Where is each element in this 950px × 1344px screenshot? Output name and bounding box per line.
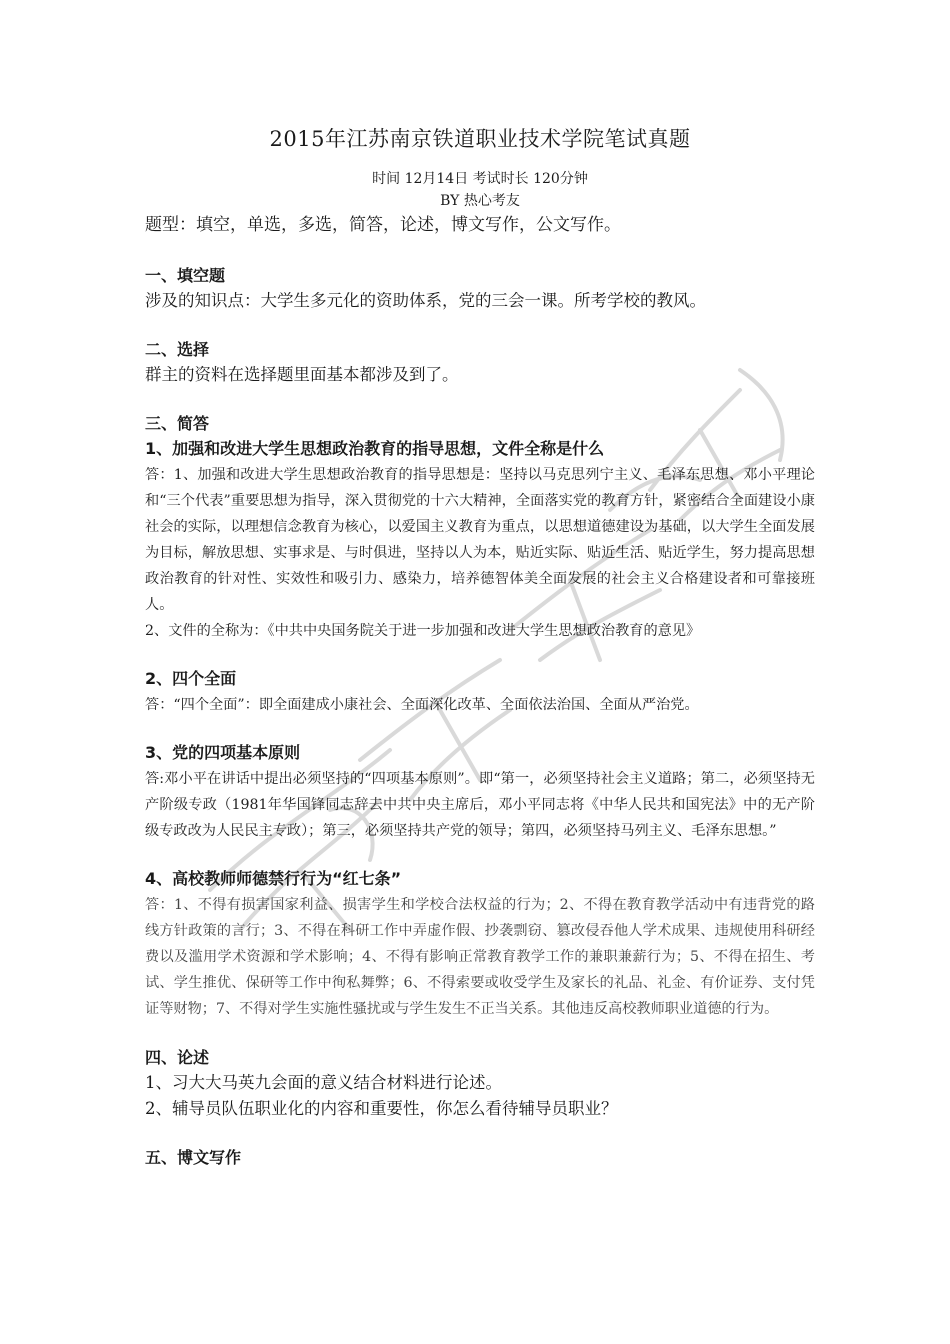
answer-2: 答：“四个全面”：即全面建成小康社会、全面深化改革、全面依法治国、全面从严治党。 [145,697,699,713]
section-text-fill-blank: 涉及的知识点：大学生多元化的资助体系，党的三会一课。所考学校的教风。 [145,291,706,310]
essay-item-1: 1、习大大马英九会面的意义结合材料进行论述。 [145,1073,502,1092]
exam-time-line: 时间 12月14日 考试时长 120分钟 [372,171,588,187]
page-title: 2015年江苏南京铁道职业技术学院笔试真题 [269,127,691,151]
essay-item-2: 2、辅导员队伍职业化的内容和重要性，你怎么看待辅导员职业？ [145,1099,618,1118]
question-heading-3: 3、党的四项基本原则 [145,743,301,762]
section-heading-essay: 四、论述 [145,1048,210,1067]
answer-3: 答:邓小平在讲话中提出必须坚持的“四项基本原则”。即“第一，必须坚持社会主义道路；第二，必须坚持无产阶级专政（1981年华国锋同志辞去中共中央主席后，邓小平同志将《中华人民共和国宪法》中的无产阶级专政改为人民民主专政）；第三，必须坚持共产党的领导；第四，必须坚持马列主义、毛泽东思想。” [145,771,815,839]
question-types: 题型：填空，单选，多选，简答，论述，博文写作，公文写作。 [145,215,621,235]
question-heading-4: 4、高校教师师德禁行行为“红七条” [145,869,402,888]
document-content [145,124,815,1170]
question-heading-2: 2、四个全面 [145,669,237,688]
section-heading-blog: 五、博文写作 [145,1148,242,1167]
section-heading-short-answer: 三、简答 [145,414,210,433]
section-heading-fill-blank: 一、填空题 [145,266,226,285]
answer-4: 答：1、不得有损害国家利益、损害学生和学校合法权益的行为；2、不得在教育教学活动中有违背党的路线方针政策的言行；3、不得在科研工作中弄虚作假、抄袭剽窃、篡改侵吞他人学术成果、违规使用科研经费以及滥用学术资源和学术影响；4、不得有影响正常教育教学工作的兼职兼薪行为；5、不得在招生、考试、学生推优、保研等工作中徇私舞弊；6、不得索要或收受学生及家长的礼品、礼金、有价证券、支付凭证等财物；7、不得对学生实施性骚扰或与学生发生不正当关系。其他违反高校教师职业道德的行为。 [145,897,815,1017]
answer-1-part-2: 2、文件的全称为：《中共中央国务院关于进一步加强和改进大学生思想政治教育的意见》 [145,623,701,639]
section-heading-choice: 二、选择 [145,340,210,359]
question-heading-1: 1、加强和改进大学生思想政治教育的指导思想，文件全称是什么 [145,439,605,458]
author-line: BY 热心考友 [440,193,520,209]
answer-1-part-1: 答：1、加强和改进大学生思想政治教育的指导思想是：坚持以马克思列宁主义、毛泽东思想、邓小平理论和“三个代表”重要思想为指导，深入贯彻党的十六大精神，全面落实党的教育方针，紧密结合全面建设小康社会的实际，以理想信念教育为核心，以爱国主义教育为重点，以思想道德建设为基础，以大学生全面发展为目标，解放思想、实事求是、与时俱进，坚持以人为本，贴近实际、贴近生活、贴近学生，努力提高思想政治教育的针对性、实效性和吸引力、感染力，培养德智体美全面发展的社会主义合格建设者和可靠接班人。 [145,467,815,613]
section-text-choice: 群主的资料在选择题里面基本都涉及到了。 [145,365,459,384]
